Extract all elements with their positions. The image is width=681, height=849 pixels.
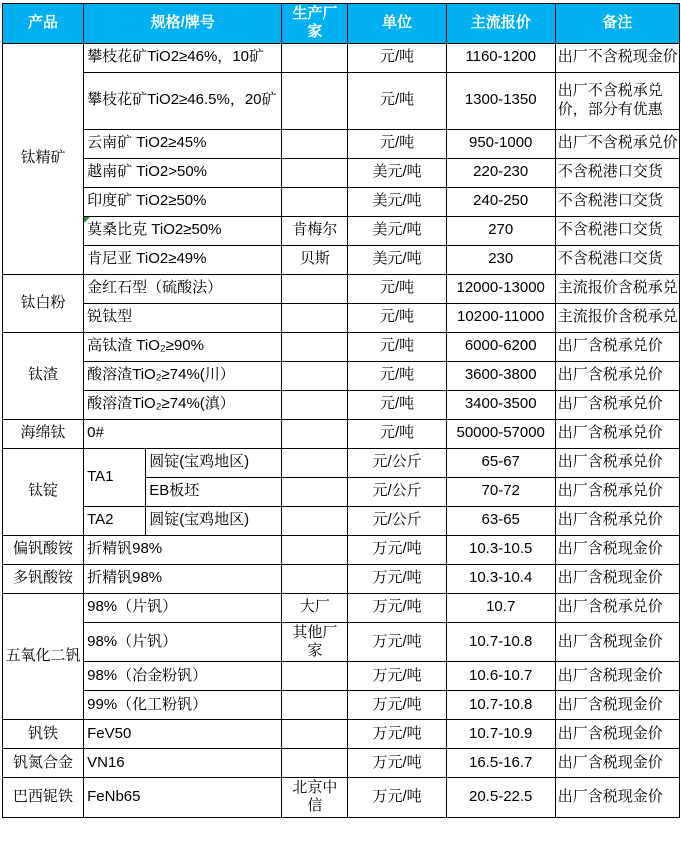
maker-cell [282,187,348,216]
unit-cell: 元/吨 [348,332,446,361]
price-cell: 10.3-10.5 [446,535,555,564]
maker-cell [282,158,348,187]
note-cell: 出厂含税承兑价 [555,332,679,361]
table-row [3,43,680,72]
table-row [3,129,680,158]
unit-cell: 元/吨 [348,361,446,390]
maker-cell: 肯梅尔 [282,216,348,245]
maker-cell [282,390,348,419]
unit-cell: 万元/吨 [348,564,446,593]
spec-cell: VN16 [84,749,282,778]
col-header-product: 产品 [3,4,84,44]
table-row [3,361,680,390]
spec-cell: 印度矿 TiO2≥50% [84,187,282,216]
price-cell: 10.7 [446,593,555,622]
note-cell: 不含税港口交货 [555,187,679,216]
unit-cell: 元/吨 [348,303,446,332]
note-cell: 出厂含税现金价 [555,778,679,818]
product-cell-titanium-concentrate: 钛精矿 [3,43,84,274]
spec-cell: 圆锭(宝鸡地区) [146,448,282,477]
note-cell: 出厂含税承兑价 [555,506,679,535]
price-cell: 10200-11000 [446,303,555,332]
maker-cell [282,477,348,506]
product-cell-titanium-ingot: 钛锭 [3,448,84,535]
table-row [3,622,680,662]
note-cell: 出厂含税承兑价 [555,593,679,622]
price-cell: 1160-1200 [446,43,555,72]
maker-cell [282,274,348,303]
unit-cell: 万元/吨 [348,535,446,564]
col-header-spec: 规格/牌号 [84,4,282,44]
unit-cell: 元/吨 [348,419,446,448]
table-row [3,72,680,129]
unit-cell: 元/吨 [348,390,446,419]
maker-cell [282,749,348,778]
price-cell: 63-65 [446,506,555,535]
spec-cell: 肯尼亚 TiO2≥49% [84,245,282,274]
table-row [3,390,680,419]
price-cell: 270 [446,216,555,245]
table-row [3,187,680,216]
maker-cell [282,662,348,691]
note-cell: 出厂含税承兑价 [555,390,679,419]
unit-cell: 元/吨 [348,72,446,129]
unit-cell: 万元/吨 [348,622,446,662]
col-header-price: 主流报价 [446,4,555,44]
spec-cell: 高钛渣 TiO₂≥90% [84,332,282,361]
table-row [3,158,680,187]
spec-cell: 0# [84,419,282,448]
maker-cell [282,691,348,720]
unit-cell: 美元/吨 [348,158,446,187]
unit-cell: 元/吨 [348,274,446,303]
unit-cell: 万元/吨 [348,778,446,818]
price-cell: 230 [446,245,555,274]
maker-cell: 大厂 [282,593,348,622]
table-row [3,535,680,564]
table-row [3,245,680,274]
col-header-unit: 单位 [348,4,446,44]
price-cell: 16.5-16.7 [446,749,555,778]
note-cell: 出厂含税现金价 [555,720,679,749]
maker-cell: 其他厂家 [282,622,348,662]
note-cell: 出厂含税现金价 [555,691,679,720]
price-cell: 50000-57000 [446,419,555,448]
maker-cell [282,448,348,477]
price-cell: 70-72 [446,477,555,506]
unit-cell: 万元/吨 [348,691,446,720]
spec-cell: 攀枝花矿TiO2≥46%，10矿 [84,43,282,72]
table-row [3,303,680,332]
maker-cell [282,564,348,593]
price-cell: 12000-13000 [446,274,555,303]
header-row [3,4,680,44]
maker-cell [282,419,348,448]
unit-cell: 美元/吨 [348,245,446,274]
unit-cell: 元/吨 [348,43,446,72]
spec-cell: FeV50 [84,720,282,749]
spec-cell: 99%（化工粉钒） [84,691,282,720]
table-row [3,593,680,622]
price-cell: 10.7-10.8 [446,691,555,720]
spec-cell: 98%（冶金粉钒） [84,662,282,691]
spec-cell: 酸溶渣TiO₂≥74%(滇） [84,390,282,419]
price-cell: 3400-3500 [446,390,555,419]
price-cell: 1300-1350 [446,72,555,129]
table-row [3,506,680,535]
unit-cell: 万元/吨 [348,749,446,778]
table-row [3,749,680,778]
unit-cell: 元/公斤 [348,506,446,535]
note-cell: 出厂含税承兑价 [555,448,679,477]
unit-cell: 元/公斤 [348,477,446,506]
maker-cell [282,506,348,535]
spec-text: 莫桑比克 TiO2≥50% [87,221,222,239]
price-cell: 240-250 [446,187,555,216]
price-cell: 65-67 [446,448,555,477]
spec-cell: 折精钒98% [84,535,282,564]
price-cell: 10.7-10.9 [446,720,555,749]
spec-cell: FeNb65 [84,778,282,818]
spec-cell: 圆锭(宝鸡地区) [146,506,282,535]
price-cell: 10.6-10.7 [446,662,555,691]
note-cell: 不含税港口交货 [555,158,679,187]
grade-cell: TA2 [84,506,146,535]
maker-cell [282,720,348,749]
maker-cell [282,129,348,158]
grade-cell: TA1 [84,448,146,506]
spec-cell: 酸溶渣TiO₂≥74%(川） [84,361,282,390]
table-row [3,216,680,245]
price-cell: 3600-3800 [446,361,555,390]
note-cell: 出厂含税承兑价 [555,477,679,506]
price-cell: 20.5-22.5 [446,778,555,818]
table-row [3,720,680,749]
maker-cell [282,332,348,361]
note-cell: 出厂含税现金价 [555,535,679,564]
product-cell-ammonium-polyvanadate: 多钒酸铵 [3,564,84,593]
spec-cell: 锐钛型 [84,303,282,332]
col-header-note: 备注 [555,4,679,44]
spec-cell: 98%（片钒） [84,593,282,622]
note-cell: 出厂含税现金价 [555,622,679,662]
table-row [3,778,680,818]
unit-cell: 万元/吨 [348,662,446,691]
spec-cell: 越南矿 TiO2>50% [84,158,282,187]
unit-cell: 万元/吨 [348,720,446,749]
table-row [3,691,680,720]
unit-cell: 美元/吨 [348,187,446,216]
note-cell: 主流报价含税承兑 [555,303,679,332]
price-table [2,3,680,818]
unit-cell: 万元/吨 [348,593,446,622]
spec-cell: 98%（片钒） [84,622,282,662]
product-cell-brazil-ferroniobium: 巴西铌铁 [3,778,84,818]
price-cell: 950-1000 [446,129,555,158]
product-cell-titanium-slag: 钛渣 [3,332,84,419]
spec-cell: 折精钒98% [84,564,282,593]
note-cell: 主流报价含税承兑 [555,274,679,303]
product-cell-titanium-sponge: 海绵钛 [3,419,84,448]
spec-cell [84,216,282,245]
note-cell: 不含税港口交货 [555,245,679,274]
comment-marker-icon [84,217,90,223]
spec-cell: EB板坯 [146,477,282,506]
product-cell-titanium-dioxide: 钛白粉 [3,274,84,332]
maker-cell [282,361,348,390]
note-cell: 出厂不含税现金价 [555,43,679,72]
maker-cell [282,43,348,72]
note-cell: 出厂含税现金价 [555,564,679,593]
note-cell: 出厂含税承兑价 [555,361,679,390]
maker-cell [282,303,348,332]
spec-cell: 云南矿 TiO2≥45% [84,129,282,158]
table-row [3,448,680,477]
note-cell: 出厂含税现金价 [555,749,679,778]
price-cell: 10.3-10.4 [446,564,555,593]
maker-cell: 北京中信 [282,778,348,818]
note-cell: 出厂不含税承兑价 [555,129,679,158]
table-row [3,419,680,448]
note-cell: 不含税港口交货 [555,216,679,245]
maker-cell: 贝斯 [282,245,348,274]
product-cell-ammonium-metavanadate: 偏钒酸铵 [3,535,84,564]
unit-cell: 元/公斤 [348,448,446,477]
note-cell: 出厂含税现金价 [555,662,679,691]
spec-cell: 攀枝花矿TiO2≥46.5%，20矿 [84,72,282,129]
spec-cell: 金红石型（硫酸法） [84,274,282,303]
product-cell-ferrovanadium: 钒铁 [3,720,84,749]
product-cell-vanadium-pentoxide: 五氧化二钒 [3,593,84,720]
note-cell: 出厂不含税承兑价，部分有优惠 [555,72,679,129]
price-cell: 10.7-10.8 [446,622,555,662]
unit-cell: 元/吨 [348,129,446,158]
price-cell: 220-230 [446,158,555,187]
product-cell-vanadium-nitrogen-alloy: 钒氮合金 [3,749,84,778]
table-row [3,332,680,361]
maker-cell [282,72,348,129]
note-cell: 出厂含税承兑价 [555,419,679,448]
col-header-maker: 生产厂家 [282,4,348,44]
unit-cell: 美元/吨 [348,216,446,245]
table-row [3,274,680,303]
price-cell: 6000-6200 [446,332,555,361]
table-row [3,662,680,691]
table-row [3,564,680,593]
maker-cell [282,535,348,564]
